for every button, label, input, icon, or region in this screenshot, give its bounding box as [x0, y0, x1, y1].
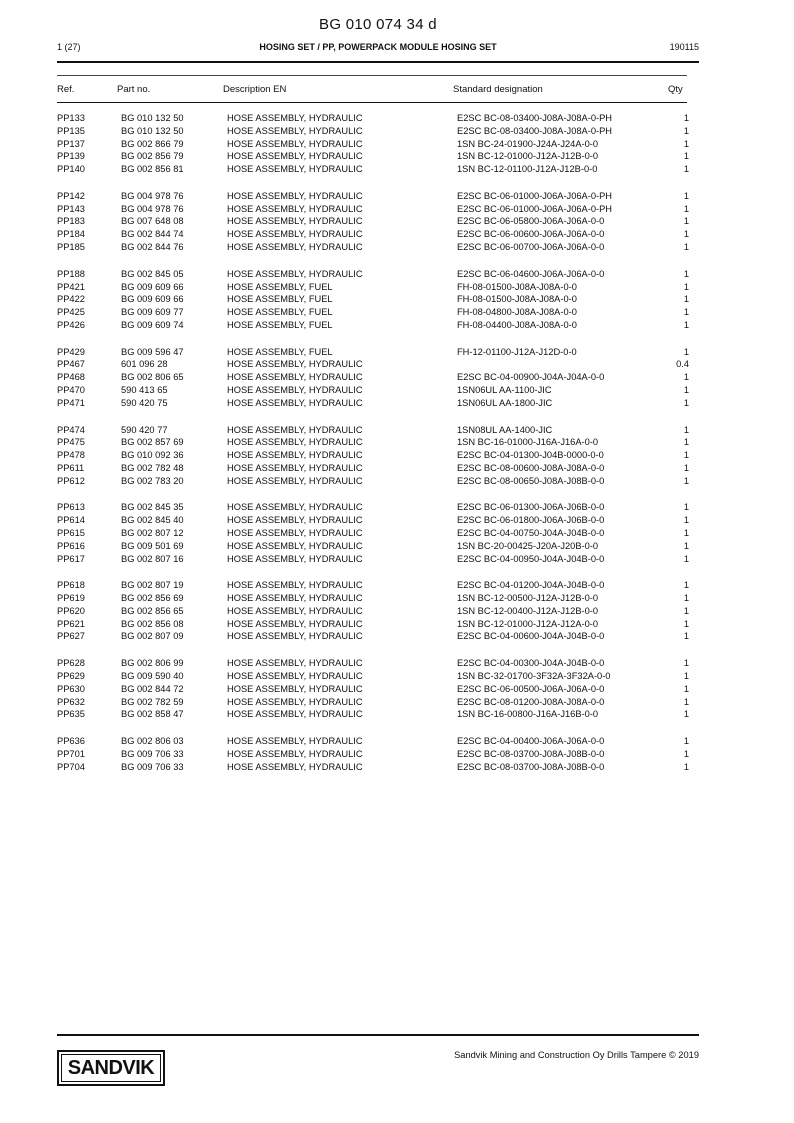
cell-part-number: BG 004 978 76: [121, 203, 184, 214]
cell-ref: PP135: [57, 125, 85, 136]
cell-standard-designation: E2SC BC-08-00600-J08A-J08A-0-0: [457, 462, 605, 473]
cell-standard-designation: FH-08-04400-J08A-J08A-0-0: [457, 319, 577, 330]
page-number: 1 (27): [57, 42, 81, 52]
table-row: [57, 293, 689, 306]
cell-ref: PP471: [57, 397, 85, 408]
table-row: [57, 618, 689, 631]
cell-description: HOSE ASSEMBLY, HYDRAULIC: [227, 748, 363, 759]
footer-divider: [57, 1034, 699, 1036]
row-group: [57, 190, 689, 254]
cell-quantity: 1: [683, 502, 689, 513]
cell-part-number: 590 413 65: [121, 385, 168, 396]
cell-part-number: BG 002 857 69: [121, 437, 184, 448]
cell-standard-designation: E2SC BC-06-01800-J06A-J06B-0-0: [457, 515, 605, 526]
cell-standard-designation: E2SC BC-06-01000-J06A-J06A-0-PH: [457, 190, 613, 201]
page-header: [57, 42, 699, 54]
cell-ref: PP474: [57, 424, 85, 435]
cell-description: HOSE ASSEMBLY, HYDRAULIC: [227, 138, 363, 149]
cell-standard-designation: E2SC BC-06-00600-J06A-J06A-0-0: [457, 229, 605, 240]
row-group: [57, 735, 689, 773]
cell-quantity: 1: [683, 385, 689, 396]
cell-standard-designation: E2SC BC-04-00400-J06A-J06A-0-0: [457, 736, 605, 746]
cell-quantity: 1: [683, 540, 689, 551]
table-row: [57, 306, 689, 319]
cell-quantity: 1: [683, 190, 689, 201]
cell-quantity: 1: [683, 683, 689, 694]
cell-standard-designation: 1SN BC-12-00500-J12A-J12B-0-0: [457, 593, 599, 604]
cell-part-number: BG 002 856 69: [121, 593, 184, 604]
cell-standard-designation: 1SN BC-20-00425-J20A-J20B-0-0: [457, 540, 599, 551]
cell-ref: PP470: [57, 385, 85, 396]
cell-part-number: BG 009 609 77: [121, 307, 184, 318]
table-row: [57, 708, 689, 721]
cell-standard-designation: FH-08-01500-J08A-J08A-0-0: [457, 294, 577, 305]
cell-ref: PP621: [57, 618, 85, 629]
cell-quantity: 1: [683, 593, 689, 604]
cell-ref: PP617: [57, 553, 85, 564]
cell-description: HOSE ASSEMBLY, HYDRAULIC: [227, 736, 363, 746]
table-row: [57, 268, 689, 281]
table-row: [57, 346, 689, 359]
cell-ref: PP422: [57, 294, 85, 305]
row-group: [57, 268, 689, 332]
cell-quantity: 1: [683, 736, 689, 746]
cell-standard-designation: E2SC BC-08-00650-J08A-J08B-0-0: [457, 475, 605, 486]
cell-description: HOSE ASSEMBLY, HYDRAULIC: [227, 151, 363, 162]
cell-standard-designation: FH-08-04800-J08A-J08A-0-0: [457, 307, 577, 318]
cell-part-number: BG 009 590 40: [121, 670, 184, 681]
cell-quantity: 1: [683, 631, 689, 642]
cell-description: HOSE ASSEMBLY, HYDRAULIC: [227, 761, 363, 772]
cell-part-number: BG 002 844 74: [121, 229, 184, 240]
cell-description: HOSE ASSEMBLY, HYDRAULIC: [227, 372, 363, 383]
row-group: [57, 579, 689, 643]
table-row: [57, 397, 689, 410]
cell-quantity: 1: [683, 527, 689, 538]
cell-part-number: BG 009 706 33: [121, 748, 184, 759]
table-row: [57, 748, 689, 761]
cell-standard-designation: E2SC BC-04-00900-J04A-J04A-0-0: [457, 372, 605, 383]
cell-part-number: BG 002 806 03: [121, 736, 184, 746]
row-group: [57, 501, 689, 565]
cell-standard-designation: E2SC BC-06-04600-J06A-J06A-0-0: [457, 268, 605, 279]
table-row: [57, 605, 689, 618]
cell-ref: PP425: [57, 307, 85, 318]
cell-quantity: 1: [683, 450, 689, 461]
cell-standard-designation: FH-12-01100-J12A-J12D-0-0: [457, 346, 577, 357]
cell-description: HOSE ASSEMBLY, HYDRAULIC: [227, 385, 363, 396]
cell-quantity: 1: [683, 515, 689, 526]
cell-part-number: BG 009 609 74: [121, 319, 184, 330]
table-row: [57, 540, 689, 553]
cell-part-number: BG 002 845 35: [121, 502, 184, 513]
cell-standard-designation: E2SC BC-04-00600-J04A-J04B-0-0: [457, 631, 605, 642]
cell-ref: PP468: [57, 372, 85, 383]
cell-part-number: BG 002 807 19: [121, 580, 184, 591]
cell-description: HOSE ASSEMBLY, HYDRAULIC: [227, 359, 363, 370]
cell-part-number: BG 002 866 79: [121, 138, 184, 149]
cell-part-number: BG 002 845 05: [121, 268, 184, 279]
cell-ref: PP701: [57, 748, 85, 759]
cell-ref: PP137: [57, 138, 85, 149]
cell-part-number: BG 002 783 20: [121, 475, 184, 486]
cell-part-number: BG 002 782 48: [121, 462, 184, 473]
cell-part-number: BG 002 856 08: [121, 618, 184, 629]
cell-ref: PP421: [57, 281, 85, 292]
table-row: [57, 514, 689, 527]
cell-description: HOSE ASSEMBLY, HYDRAULIC: [227, 709, 363, 720]
cell-quantity: 1: [683, 397, 689, 408]
cell-quantity: 1: [683, 709, 689, 720]
cell-ref: PP630: [57, 683, 85, 694]
cell-description: HOSE ASSEMBLY, FUEL: [227, 319, 333, 330]
cell-standard-designation: E2SC BC-04-00750-J04A-J04B-0-0: [457, 527, 605, 538]
column-header-ref: Ref.: [57, 84, 75, 95]
cell-quantity: 1: [683, 437, 689, 448]
cell-description: HOSE ASSEMBLY, HYDRAULIC: [227, 229, 363, 240]
cell-part-number: BG 002 844 72: [121, 683, 184, 694]
cell-ref: PP636: [57, 736, 85, 746]
cell-quantity: 1: [683, 281, 689, 292]
cell-description: HOSE ASSEMBLY, HYDRAULIC: [227, 125, 363, 136]
cell-quantity: 1: [683, 696, 689, 707]
cell-standard-designation: E2SC BC-04-01300-J04B-0000-0-0: [457, 450, 604, 461]
row-group: [57, 424, 689, 488]
cell-description: HOSE ASSEMBLY, HYDRAULIC: [227, 113, 363, 123]
cell-part-number: BG 002 856 65: [121, 605, 184, 616]
cell-description: HOSE ASSEMBLY, HYDRAULIC: [227, 527, 363, 538]
cell-ref: PP142: [57, 190, 85, 201]
cell-standard-designation: 1SN08UL AA-1400-JIC: [457, 424, 553, 435]
cell-ref: PP618: [57, 580, 85, 591]
table-row: [57, 424, 689, 437]
header-divider: [57, 61, 699, 63]
cell-standard-designation: 1SN BC-16-01000-J16A-J16A-0-0: [457, 437, 599, 448]
cell-quantity: 1: [683, 748, 689, 759]
cell-ref: PP613: [57, 502, 85, 513]
cell-standard-designation: E2SC BC-04-01200-J04A-J04B-0-0: [457, 580, 605, 591]
cell-ref: PP627: [57, 631, 85, 642]
cell-ref: PP467: [57, 359, 85, 370]
cell-quantity: 1: [683, 151, 689, 162]
cell-part-number: BG 002 845 40: [121, 515, 184, 526]
cell-description: HOSE ASSEMBLY, HYDRAULIC: [227, 268, 363, 279]
table-row: [57, 462, 689, 475]
table-row: [57, 630, 689, 643]
column-header-standard: Standard designation: [453, 84, 543, 95]
cell-standard-designation: E2SC BC-08-03700-J08A-J08B-0-0: [457, 761, 605, 772]
cell-description: HOSE ASSEMBLY, FUEL: [227, 307, 333, 318]
table-row: [57, 150, 689, 163]
cell-quantity: 1: [683, 307, 689, 318]
cell-quantity: 1: [683, 618, 689, 629]
column-header-qty: Qty: [668, 84, 683, 95]
cell-ref: PP139: [57, 151, 85, 162]
cell-description: HOSE ASSEMBLY, HYDRAULIC: [227, 462, 363, 473]
cell-ref: PP635: [57, 709, 85, 720]
cell-part-number: BG 002 856 79: [121, 151, 184, 162]
table-row: [57, 657, 689, 670]
column-header-divider: [57, 102, 687, 103]
cell-quantity: 1: [683, 462, 689, 473]
cell-standard-designation: 1SN06UL AA-1100-JIC: [457, 385, 552, 396]
cell-standard-designation: E2SC BC-06-05800-J06A-J06A-0-0: [457, 216, 605, 227]
cell-standard-designation: 1SN BC-12-01100-J12A-J12B-0-0: [457, 164, 598, 175]
cell-description: HOSE ASSEMBLY, HYDRAULIC: [227, 580, 363, 591]
cell-quantity: 1: [683, 319, 689, 330]
cell-quantity: 1: [683, 164, 689, 175]
cell-standard-designation: E2SC BC-06-00500-J06A-J06A-0-0: [457, 683, 605, 694]
cell-description: HOSE ASSEMBLY, HYDRAULIC: [227, 216, 363, 227]
cell-ref: PP429: [57, 346, 85, 357]
cell-quantity: 1: [683, 424, 689, 435]
cell-description: HOSE ASSEMBLY, HYDRAULIC: [227, 658, 363, 669]
cell-ref: PP143: [57, 203, 85, 214]
cell-quantity: 1: [683, 229, 689, 240]
cell-description: HOSE ASSEMBLY, HYDRAULIC: [227, 605, 363, 616]
cell-part-number: BG 002 806 65: [121, 372, 184, 383]
cell-standard-designation: E2SC BC-06-01300-J06A-J06B-0-0: [457, 502, 605, 513]
table-row: [57, 761, 689, 774]
cell-ref: PP183: [57, 216, 85, 227]
cell-standard-designation: E2SC BC-04-00950-J04A-J04B-0-0: [457, 553, 605, 564]
cell-part-number: BG 004 978 76: [121, 190, 184, 201]
cell-ref: PP628: [57, 658, 85, 669]
document-date: 190115: [669, 42, 699, 52]
table-row: [57, 553, 689, 566]
cell-standard-designation: 1SN BC-12-00400-J12A-J12B-0-0: [457, 605, 599, 616]
row-group: [57, 346, 689, 410]
row-group: [57, 657, 689, 721]
cell-part-number: BG 010 132 50: [121, 125, 184, 136]
column-header-part: Part no.: [117, 84, 151, 95]
cell-ref: PP704: [57, 761, 85, 772]
cell-description: HOSE ASSEMBLY, FUEL: [227, 346, 333, 357]
table-row: [57, 138, 689, 151]
cell-part-number: BG 002 807 16: [121, 553, 184, 564]
cell-description: HOSE ASSEMBLY, HYDRAULIC: [227, 670, 363, 681]
table-row: [57, 696, 689, 709]
table-row: [57, 190, 689, 203]
cell-description: HOSE ASSEMBLY, HYDRAULIC: [227, 593, 363, 604]
cell-description: HOSE ASSEMBLY, HYDRAULIC: [227, 502, 363, 513]
cell-description: HOSE ASSEMBLY, FUEL: [227, 281, 333, 292]
cell-quantity: 1: [683, 761, 689, 772]
table-row: [57, 735, 689, 748]
table-row: [57, 371, 689, 384]
table-row: [57, 436, 689, 449]
cell-ref: PP478: [57, 450, 85, 461]
cell-standard-designation: 1SN06UL AA-1800-JIC: [457, 397, 553, 408]
cell-standard-designation: E2SC BC-08-03400-J08A-J08A-0-PH: [457, 125, 613, 136]
logo-text: SANDVIK: [61, 1054, 161, 1082]
cell-quantity: 1: [683, 113, 689, 123]
cell-ref: PP184: [57, 229, 85, 240]
cell-description: HOSE ASSEMBLY, HYDRAULIC: [227, 683, 363, 694]
cell-part-number: BG 002 782 59: [121, 696, 184, 707]
table-row: [57, 241, 689, 254]
cell-quantity: 1: [683, 294, 689, 305]
cell-description: HOSE ASSEMBLY, HYDRAULIC: [227, 203, 363, 214]
cell-part-number: BG 002 856 81: [121, 164, 184, 175]
cell-part-number: 601 096 28: [121, 359, 168, 370]
cell-standard-designation: 1SN BC-12-01000-J12A-J12B-0-0: [457, 151, 599, 162]
table-row: [57, 501, 689, 514]
cell-ref: PP620: [57, 605, 85, 616]
cell-description: HOSE ASSEMBLY, HYDRAULIC: [227, 631, 363, 642]
cell-ref: PP188: [57, 268, 85, 279]
table-row: [57, 203, 689, 216]
cell-ref: PP611: [57, 462, 85, 473]
cell-description: HOSE ASSEMBLY, HYDRAULIC: [227, 437, 363, 448]
cell-part-number: BG 009 596 47: [121, 346, 184, 357]
cell-part-number: BG 002 858 47: [121, 709, 184, 720]
table-row: [57, 228, 689, 241]
cell-ref: PP629: [57, 670, 85, 681]
cell-quantity: 1: [683, 670, 689, 681]
cell-part-number: BG 007 648 08: [121, 216, 184, 227]
cell-standard-designation: E2SC BC-08-01200-J08A-J08A-0-0: [457, 696, 605, 707]
cell-quantity: 1: [683, 203, 689, 214]
table-row: [57, 319, 689, 332]
cell-part-number: BG 009 609 66: [121, 281, 184, 292]
cell-description: HOSE ASSEMBLY, HYDRAULIC: [227, 553, 363, 564]
cell-quantity: 1: [683, 580, 689, 591]
table-row: [57, 358, 689, 371]
cell-quantity: 1: [683, 242, 689, 253]
cell-quantity: 1: [683, 553, 689, 564]
cell-standard-designation: FH-08-01500-J08A-J08A-0-0: [457, 281, 577, 292]
cell-description: HOSE ASSEMBLY, HYDRAULIC: [227, 618, 363, 629]
cell-part-number: BG 009 501 69: [121, 540, 184, 551]
cell-ref: PP614: [57, 515, 85, 526]
cell-standard-designation: 1SN BC-16-00800-J16A-J16B-0-0: [457, 709, 599, 720]
parts-table: [57, 112, 689, 787]
cell-part-number: BG 002 806 99: [121, 658, 184, 669]
cell-ref: PP612: [57, 475, 85, 486]
cell-description: HOSE ASSEMBLY, HYDRAULIC: [227, 190, 363, 201]
cell-description: HOSE ASSEMBLY, HYDRAULIC: [227, 475, 363, 486]
cell-description: HOSE ASSEMBLY, FUEL: [227, 294, 333, 305]
table-top-divider: [57, 75, 687, 76]
cell-standard-designation: 1SN BC-32-01700-3F32A-3F32A-0-0: [457, 670, 611, 681]
table-row: [57, 683, 689, 696]
footer-copyright: Sandvik Mining and Construction Oy Drills Tampere © 2019: [454, 1050, 699, 1060]
cell-quantity: 1: [683, 475, 689, 486]
document-subtitle: HOSING SET / PP, POWERPACK MODULE HOSING SET: [259, 42, 497, 52]
cell-standard-designation: E2SC BC-08-03700-J08A-J08B-0-0: [457, 748, 605, 759]
sandvik-logo: [57, 1050, 165, 1086]
cell-description: HOSE ASSEMBLY, HYDRAULIC: [227, 540, 363, 551]
cell-part-number: BG 009 706 33: [121, 761, 184, 772]
cell-part-number: BG 002 807 12: [121, 527, 184, 538]
table-row: [57, 670, 689, 683]
cell-ref: PP619: [57, 593, 85, 604]
table-row: [57, 384, 689, 397]
cell-quantity: 1: [683, 346, 689, 357]
cell-standard-designation: 1SN BC-24-01900-J24A-J24A-0-0: [457, 138, 599, 149]
cell-ref: PP632: [57, 696, 85, 707]
cell-quantity: 1: [683, 268, 689, 279]
row-group: [57, 112, 689, 176]
table-row: [57, 112, 689, 125]
cell-part-number: BG 002 807 09: [121, 631, 184, 642]
cell-ref: PP616: [57, 540, 85, 551]
cell-quantity: 0.4: [676, 359, 689, 370]
cell-part-number: 590 420 75: [121, 397, 168, 408]
table-row: [57, 163, 689, 176]
cell-part-number: 590 420 77: [121, 424, 168, 435]
cell-part-number: BG 010 092 36: [121, 450, 184, 461]
table-row: [57, 125, 689, 138]
cell-ref: PP185: [57, 242, 85, 253]
table-row: [57, 449, 689, 462]
cell-ref: PP426: [57, 319, 85, 330]
cell-quantity: 1: [683, 658, 689, 669]
cell-ref: PP615: [57, 527, 85, 538]
table-row: [57, 579, 689, 592]
column-header-description: Description EN: [223, 84, 287, 95]
table-row: [57, 475, 689, 488]
cell-standard-designation: E2SC BC-06-01000-J06A-J06A-0-PH: [457, 203, 613, 214]
cell-part-number: BG 002 844 76: [121, 242, 184, 253]
cell-description: HOSE ASSEMBLY, HYDRAULIC: [227, 450, 363, 461]
cell-standard-designation: E2SC BC-04-00300-J04A-J04B-0-0: [457, 658, 605, 669]
cell-quantity: 1: [683, 372, 689, 383]
cell-description: HOSE ASSEMBLY, HYDRAULIC: [227, 515, 363, 526]
cell-quantity: 1: [683, 125, 689, 136]
cell-quantity: 1: [683, 138, 689, 149]
table-row: [57, 281, 689, 294]
cell-part-number: BG 009 609 66: [121, 294, 184, 305]
cell-standard-designation: E2SC BC-06-00700-J06A-J06A-0-0: [457, 242, 605, 253]
cell-quantity: 1: [683, 605, 689, 616]
cell-description: HOSE ASSEMBLY, HYDRAULIC: [227, 696, 363, 707]
cell-ref: PP133: [57, 113, 85, 123]
table-row: [57, 527, 689, 540]
cell-ref: PP475: [57, 437, 85, 448]
cell-standard-designation: 1SN BC-12-01000-J12A-J12A-0-0: [457, 618, 599, 629]
cell-description: HOSE ASSEMBLY, HYDRAULIC: [227, 164, 363, 175]
cell-description: HOSE ASSEMBLY, HYDRAULIC: [227, 424, 363, 435]
cell-quantity: 1: [683, 216, 689, 227]
document-number: BG 010 074 34 d: [319, 16, 437, 33]
table-row: [57, 215, 689, 228]
cell-ref: PP140: [57, 164, 85, 175]
cell-part-number: BG 010 132 50: [121, 113, 184, 123]
cell-description: HOSE ASSEMBLY, HYDRAULIC: [227, 397, 363, 408]
table-row: [57, 592, 689, 605]
cell-standard-designation: E2SC BC-08-03400-J08A-J08A-0-PH: [457, 113, 613, 123]
cell-description: HOSE ASSEMBLY, HYDRAULIC: [227, 242, 363, 253]
